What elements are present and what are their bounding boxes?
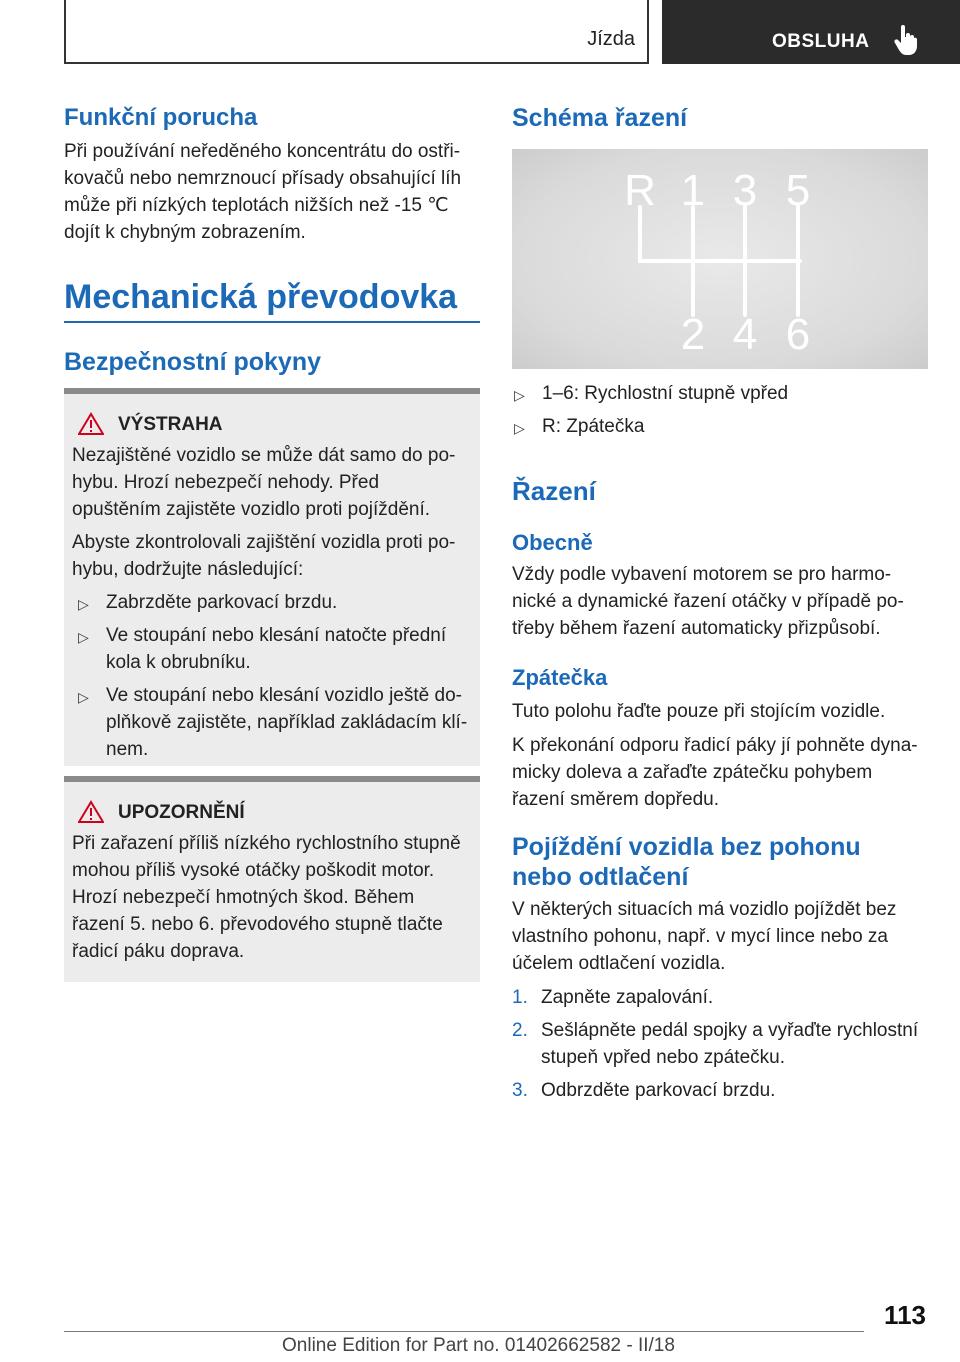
gear-label-2: 2 [680,310,706,359]
step-item [512,1017,928,1071]
caution-title-row [118,802,472,830]
legend-item [512,413,928,440]
header-chapter-label: OBSLUHA [772,31,870,52]
malfunction-text: Při používání neředěného koncentrátu do ostřikovačů nebo nemrznoucí přísady obsahující líh může při nízkých teplotách nižších než -15 ℃ dojít k chybným zobrazením. [64,141,462,243]
warning-title: VÝSTRAHA [118,414,223,435]
gear-shift-diagram [512,149,928,369]
warning-text-1: Nezajištěné vozidlo se může dát samo do pohybu. Hrozí nebezpečí nehody. Před opuštěním zajistěte vozidlo proti pojíždění. [72,445,456,520]
bullet-triangle-icon: ▷ [514,420,525,436]
header-section-label: Jízda [587,28,635,50]
shifting-title: Řazení [512,476,596,506]
step-item [512,1077,928,1104]
step-text: Zapněte zapalování. [541,987,714,1008]
bullet-triangle-icon: ▷ [78,629,89,645]
general-title: Obecně [512,530,593,555]
warning-bullet [72,682,472,763]
malfunction-title: Funkční porucha [64,104,258,131]
rolling-title: Pojíždění vozidla bez pohonu nebo odtlačení [512,833,861,891]
legend-item-text: R: Zpátečka [542,416,645,437]
steps-list [512,984,928,1104]
bullet-triangle-icon: ▷ [78,689,89,705]
warning-text-2: Abyste zkontrolovali zajištění vozidla proti pohybu, dodržujte následující: [72,532,456,580]
gear-legend [512,380,928,440]
header-section-box [64,0,649,64]
step-item [512,984,928,1011]
caution-text: Při zařazení příliš nízkého rychlostního stupně mohou příliš vysoké otáčky poškodit motor. Hrozí nebezpečí hmotných škod. Během řazení 5. nebo 6. převodového stupně tlačte řadicí páku doprava. [72,833,461,962]
warning-bullet-text: Zabrzděte parkovací brzdu. [106,592,338,613]
bullet-triangle-icon: ▷ [78,596,89,612]
warning-title-row [118,414,472,442]
step-text: Odbrzděte parkovací brzdu. [541,1080,776,1101]
gear-label-1: 1 [680,166,706,215]
footer-rule [64,1331,864,1332]
warning-bullet [72,622,472,676]
legend-item [512,380,928,407]
main-title: Mechanická převodovka [64,278,458,316]
schema-title: Schéma řazení [512,104,688,132]
gear-label-r: R [624,166,656,215]
step-text: Sešlápněte pedál spojky a vyřaďte rychlostní stupeň vpřed nebo zpátečku. [541,1020,919,1068]
main-title-rule [64,321,480,323]
hand-pointer-icon [894,24,918,56]
reverse-title: Zpátečka [512,665,608,690]
footer-edition: Online Edition for Part no. 01402662582 - II/18 [282,1335,675,1356]
warning-bullet [72,589,472,616]
gear-shift-svg [512,149,928,369]
step-number: 1. [512,987,528,1008]
warning-bullet-text: Ve stoupání nebo klesání vozidlo ještě doplňkově zajistěte, například zakládacím klínem. [106,685,468,760]
warning-box [64,388,480,766]
reverse-text-1: Tuto polohu řaďte pouze při stojícím vozidle. [512,701,886,722]
gear-label-4: 4 [732,310,758,359]
step-number: 3. [512,1080,528,1101]
gear-label-6: 6 [785,310,811,359]
caution-title: UPOZORNĚNÍ [118,802,245,823]
warning-bullet-text: Ve stoupání nebo klesání natočte přední kola k obrubníku. [106,625,447,673]
page-number: 113 [884,1300,926,1330]
header-chapter-tab [662,0,960,64]
rolling-text: V některých situacích má vozidlo pojíždět bez vlastního pohonu, např. v mycí lince nebo za účelem odtlačení vozidla. [512,899,897,974]
bullet-triangle-icon: ▷ [514,387,525,403]
safety-title: Bezpečnostní pokyny [64,348,321,376]
warning-triangle-icon [78,412,104,436]
caution-box [64,776,480,982]
general-text: Vždy podle vybavení motorem se pro harmonické a dynamické řazení otáčky v případě potřeby během řazení automaticky přizpůsobí. [512,564,904,639]
gear-label-5: 5 [785,166,811,215]
warning-triangle-icon [78,800,104,824]
gear-label-3: 3 [732,166,758,215]
step-number: 2. [512,1020,528,1041]
reverse-text-2: K překonání odporu řadicí páky jí pohněte dynamicky doleva a zařaďte zpátečku pohybem řazení směrem dopředu. [512,735,918,810]
legend-item-text: 1–6: Rychlostní stupně vpřed [542,383,789,404]
